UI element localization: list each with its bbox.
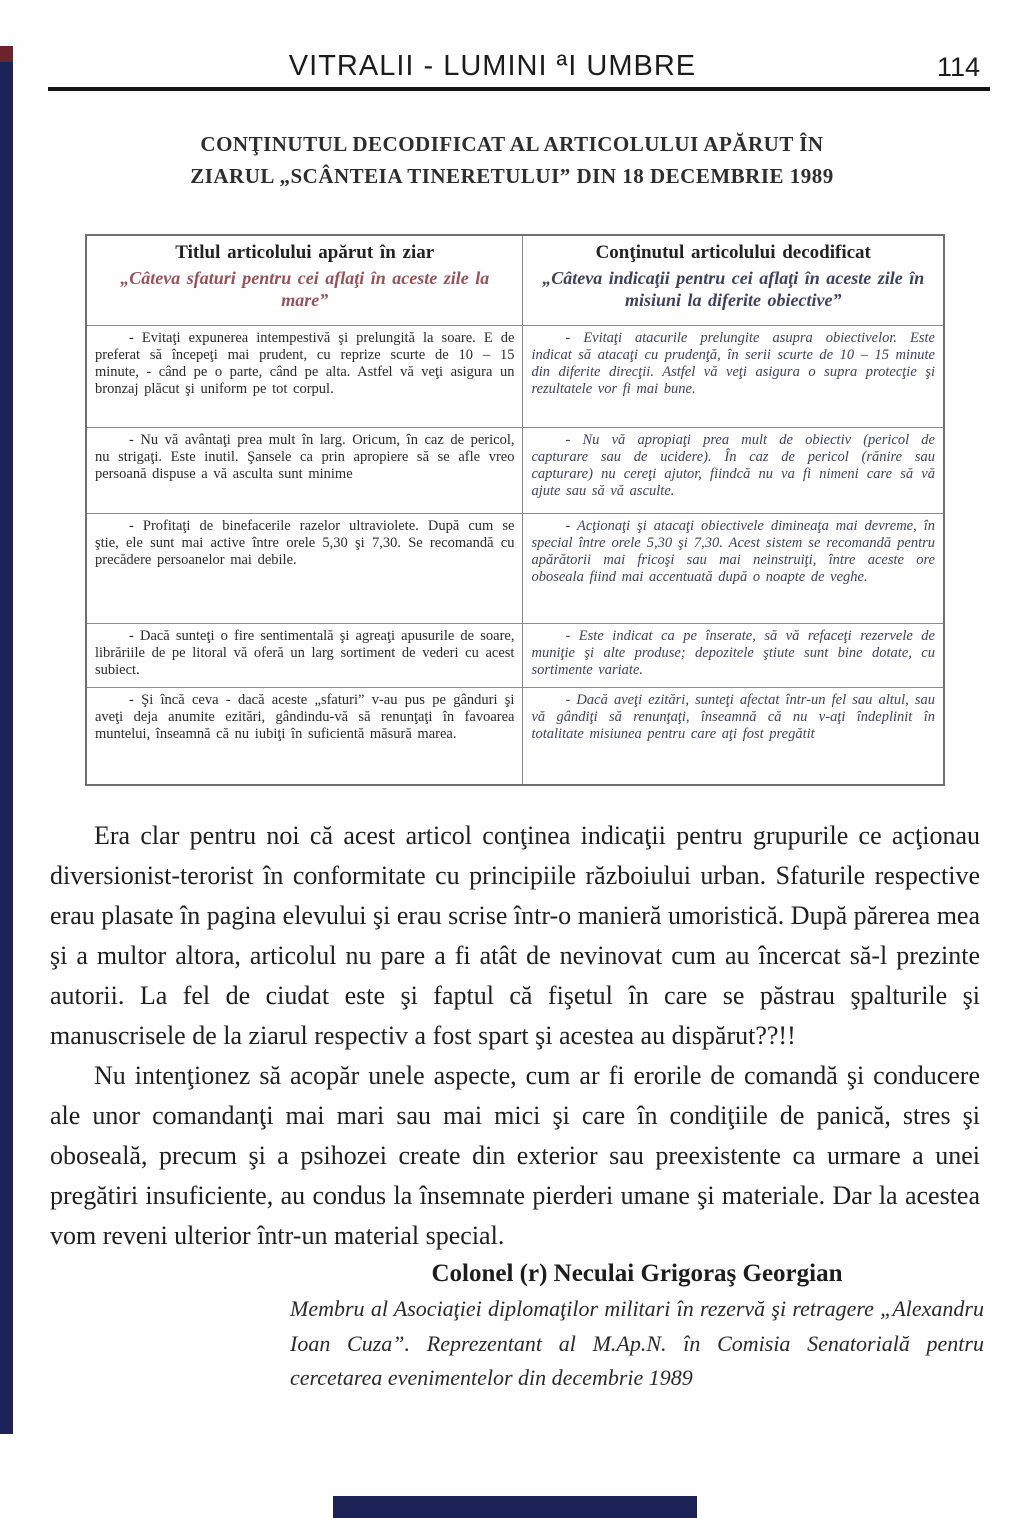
table-cell-original	[86, 623, 523, 687]
body-paragraph: Nu intenţionez să acopăr unele aspecte, cum ar fi erorile de comandă şi conducere ale unor comandanţi mai mari sau mai mici şi care în condiţiile de panică, stres şi oboseală, precum şi a psihozei create din exterior sau preexistente ca urmare a unei pregătiri insuficiente, au condus la însemnate pierderi umane şi materiale. Dar la acestea vom reveni ulterior într-un material special.	[50, 1061, 980, 1251]
table-cell-decoded	[523, 325, 944, 427]
table-cell-original	[86, 687, 523, 785]
header-rule	[48, 87, 990, 91]
table-cell-decoded	[523, 687, 944, 785]
book-title: VITRALII - LUMINI ªI UMBRE	[288, 50, 697, 82]
signature-name: Colonel (r) Neculai Grigoraş Georgian	[431, 1260, 843, 1288]
table-row	[86, 623, 944, 687]
signature-block	[290, 1260, 984, 1396]
cell-text: - Evitaţi atacurile prelungite asupra obiectivelor. Este indicat să atacaţi cu prudenţă, în serii scurte de 10 – 15 minute din diferite direcţii. Astfel vă veţi asigura o supra protecţie şi rezultatele vor fi mai bune.	[531, 329, 935, 397]
left-column-subtitle: „Câteva sfaturi pentru cei aflaţi în aceste zile la mare”	[120, 267, 490, 311]
document-title	[0, 129, 1024, 192]
right-column-subtitle: „Câteva indicaţii pentru cei aflaţi în aceste zile în misiuni la diferite obiective”	[542, 267, 925, 311]
cell-text: - Nu vă apropiaţi prea mult de obiectiv (pericol de capturare sau de ucidere). În caz de pericol (rănire sau capturare) nu cereţi ajutor, fiindcă nu va fi nimeni care să vă ajute sau să vă asculte.	[531, 431, 935, 499]
scan-gutter-strip	[0, 46, 13, 1434]
cell-text: - Dacă sunteţi o fire sentimentală şi agreaţi apusurile de soare, librăriile de pe litoral vă oferă un larg sortiment de vederi cu acest subiect.	[95, 627, 515, 678]
scan-bottom-bar	[333, 1496, 697, 1518]
cell-text: - Acţionaţi şi atacaţi obiectivele dimineaţa mai devreme, în special între orele 5,30 şi 7,30. Acest sistem se recomandă pentru apărătorii mai fricoşi sau mai neinstruiţi, între aceste ore oboseala fiind mai accentuată după o noapte de veghe.	[531, 517, 935, 585]
cell-text: - Şi încă ceva - dacă aceste „sfaturi” v-au pus pe gânduri şi aveţi deja anumite ezitări, gândindu-vă să renunţaţi în favoarea muntelui, înseamnă că nu iubiţi în suficientă măsură marea.	[95, 691, 515, 742]
signature-affiliation: Membru al Asociaţiei diplomaţilor militari în rezervă şi retragere „Alexandru Ioan Cuza”. Reprezentant al M.Ap.N. în Comisia Senatorială pentru cercetarea evenimentelor din decembrie 1989	[290, 1296, 984, 1391]
table-row	[86, 427, 944, 513]
body-text	[50, 816, 980, 1256]
decode-comparison-table	[85, 234, 945, 786]
cell-text: - Este indicat ca pe înserate, să vă refaceţi rezervele de muniţie şi alte produse; depozitele ştiute sunt bine dotate, cu sortimente variate.	[531, 627, 935, 678]
table-cell-decoded	[523, 427, 944, 513]
table-cell-decoded	[523, 623, 944, 687]
table-cell-original	[86, 325, 523, 427]
table-cell-original	[86, 427, 523, 513]
table-header-right-cell	[523, 235, 944, 325]
document-title-line1: CONŢINUTUL DECODIFICAT AL ARTICOLULUI APĂRUT ÎN	[200, 132, 824, 156]
table-cell-decoded	[523, 513, 944, 623]
scan-gutter-strip-cap	[0, 46, 13, 62]
cell-text: - Dacă aveţi ezitări, sunteţi afectat într-un fel sau altul, sau vă gândiţi să renunţaţi, înseamnă că nu v-aţi îndeplinit în totalitate misiunea pentru care aţi fost pregătit	[531, 691, 935, 742]
body-paragraph: Era clar pentru noi că acest articol conţinea indicaţii pentru grupurile ce acţionau diversionist-terorist în conformitate cu principiile războiului urban. Sfaturile respective erau plasate în pagina elevului şi erau scrise într-o manieră umoristică. După părerea mea şi a multor altora, articolul nu pare a fi atât de nevinovat cum au încercat să-l prezinte autorii. La fel de ciudat este şi faptul că fişetul în care se păstrau şpalturile şi manuscrisele de la ziarul respectiv a fost spart şi acestea au dispărut??!!	[50, 821, 980, 1051]
table-header-left-cell	[86, 235, 523, 325]
table-cell-original	[86, 513, 523, 623]
left-column-title: Titlul articolului apărut în ziar	[175, 242, 435, 263]
running-header	[48, 50, 984, 83]
cell-text: - Evitaţi expunerea intempestivă şi prelungită la soare. E de preferat să începeţi mai prudent, cu reprize scurte de 10 – 15 minute, - când pe o parte, când pe alta. Astfel vă veţi asigura un bronzaj plăcut şi uniform pe tot corpul.	[95, 329, 515, 397]
table-header-row	[86, 235, 944, 325]
page-number: 114	[936, 52, 980, 82]
cell-text: - Nu vă avântaţi prea mult în larg. Oricum, în caz de pericol, nu strigaţi. Este inutil. Şansele ca prin apropiere să se afle vreo persoană dispuse a vă asculta sunt minime	[95, 431, 515, 482]
table-row	[86, 513, 944, 623]
table-row	[86, 687, 944, 785]
right-column-title: Conţinutul articolului decodificat	[595, 242, 871, 263]
document-title-line2: ZIARUL „SCÂNTEIA TINERETULUI” DIN 18 DECEMBRIE 1989	[190, 163, 834, 188]
table-row	[86, 325, 944, 427]
cell-text: - Profitaţi de binefacerile razelor ultraviolete. După cum se ştie, ele sunt mai active între orele 5,30 şi 7,30. Se recomandă cu precădere persoanelor mai debile.	[95, 517, 515, 568]
